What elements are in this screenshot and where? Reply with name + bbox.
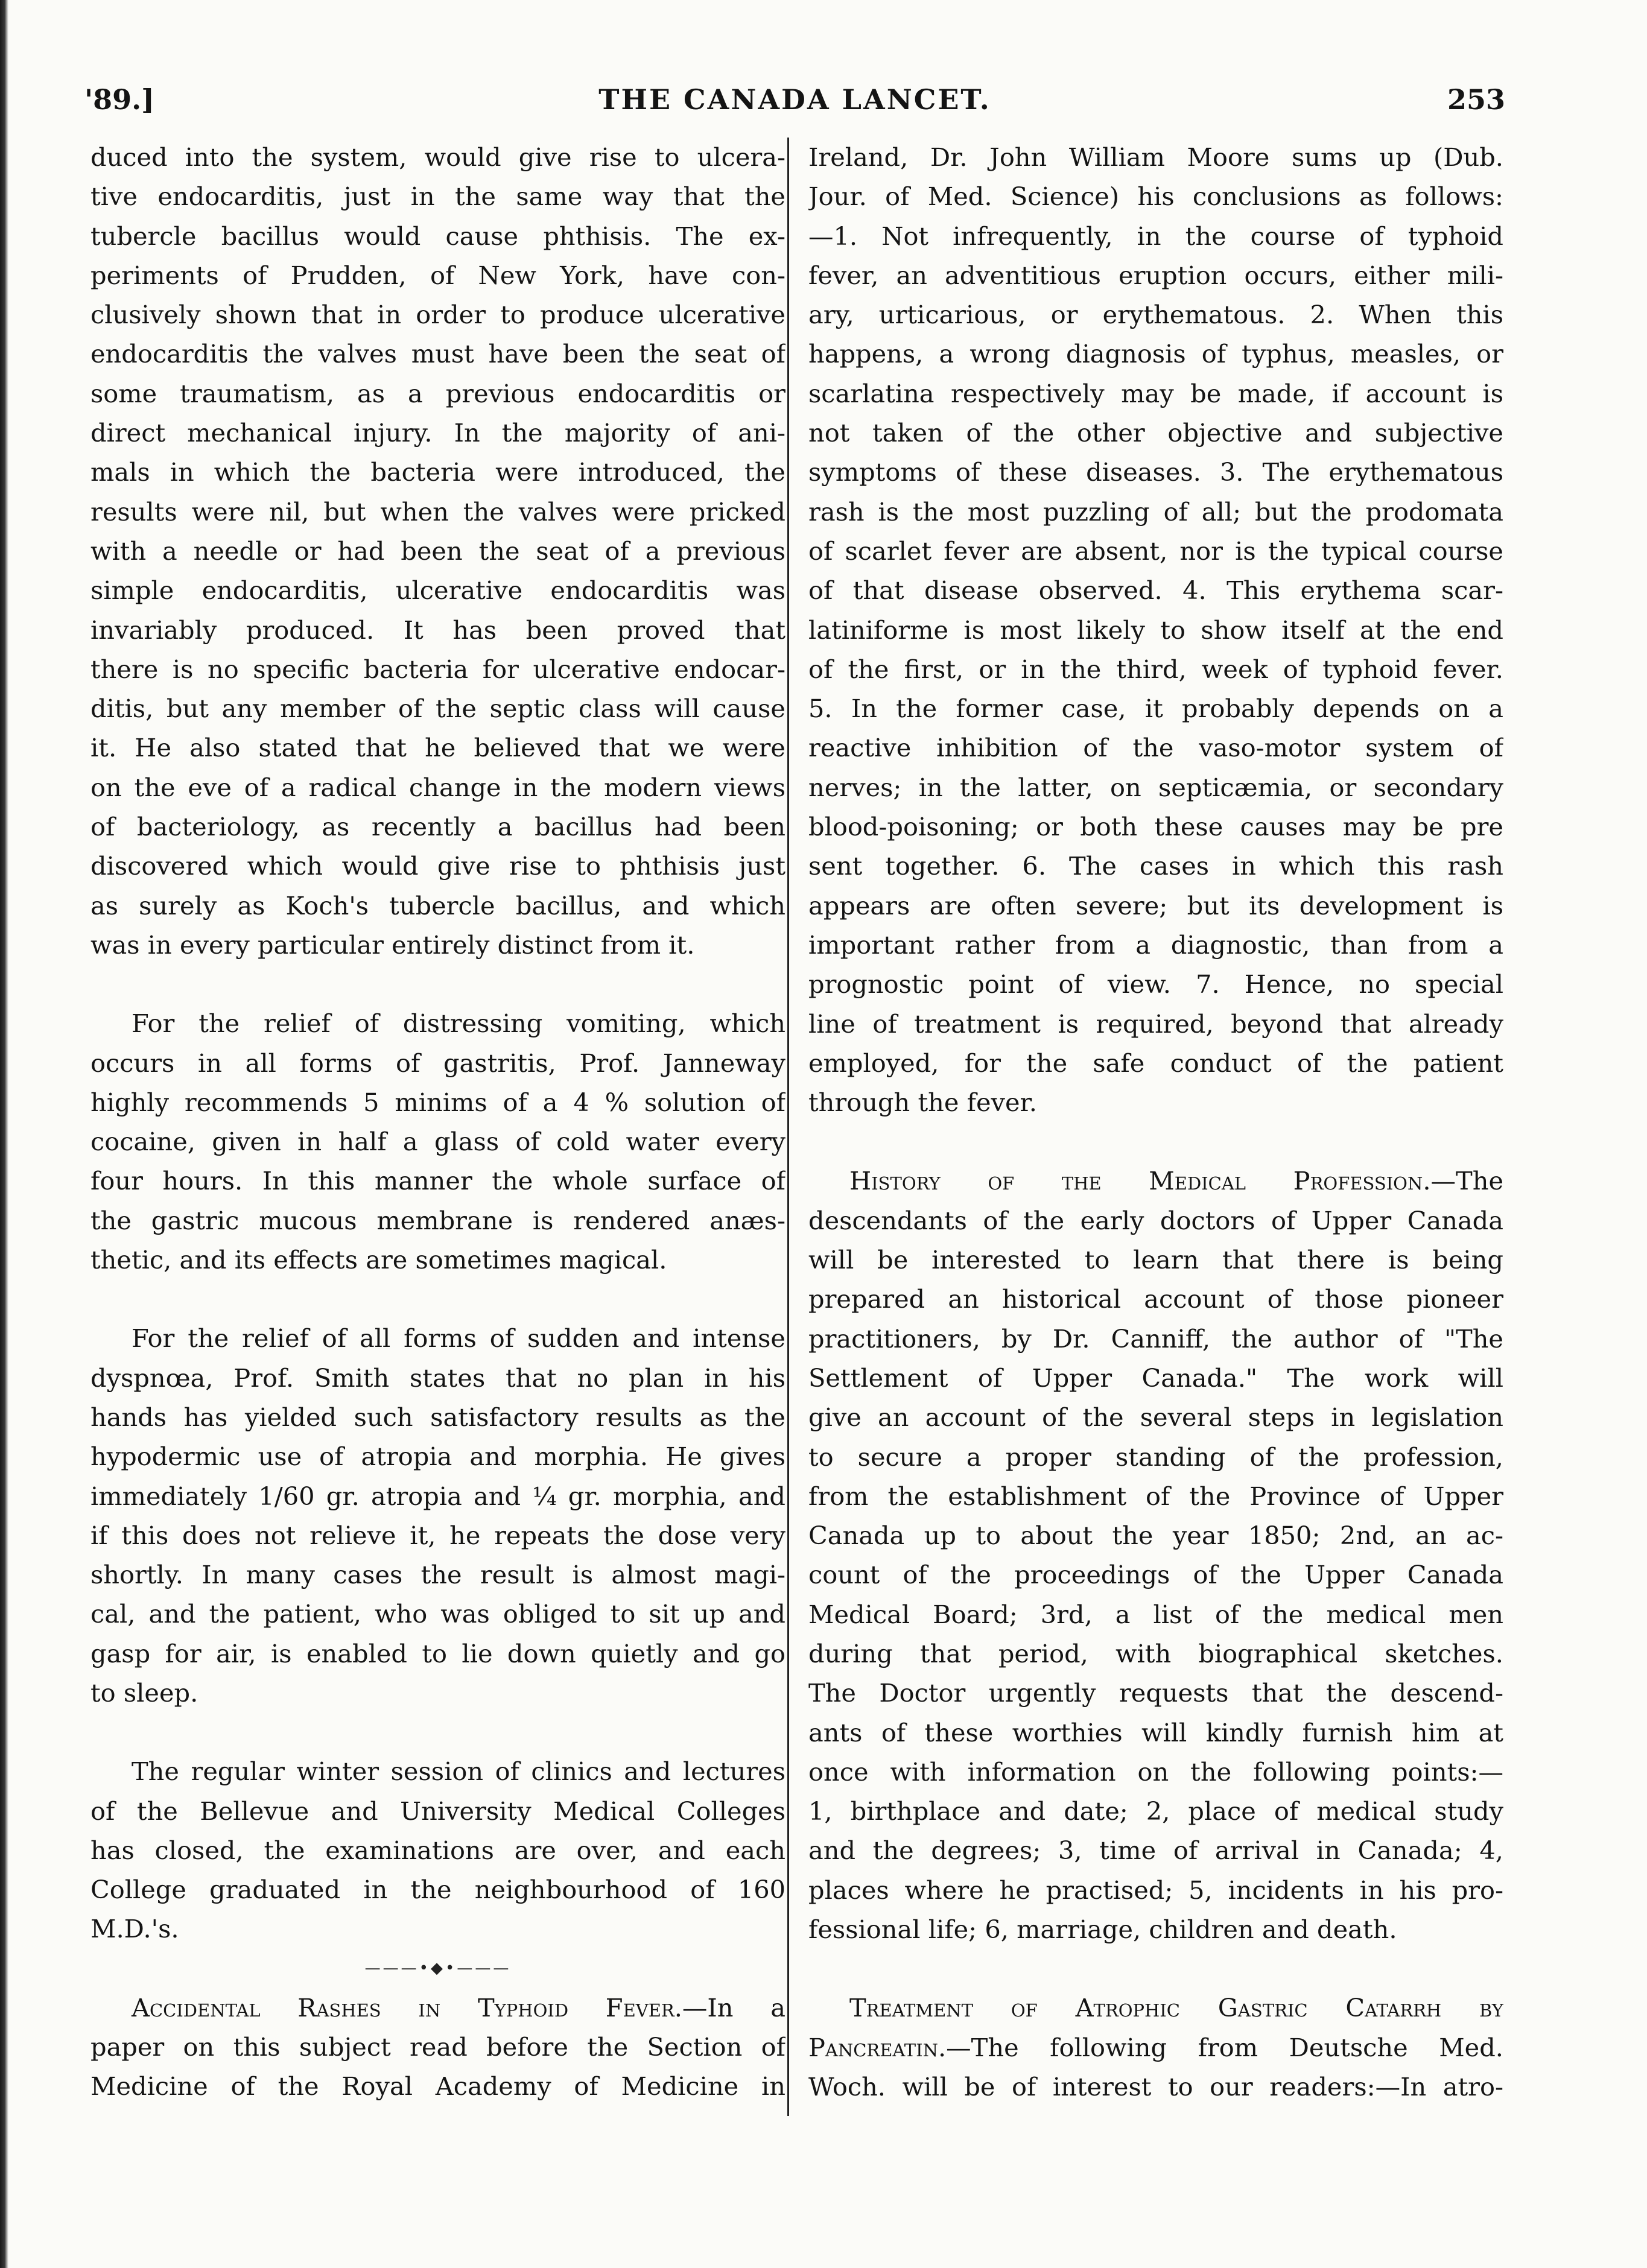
paragraph-gap	[90, 965, 785, 1004]
line-text: prepared an historical account of those pioneer	[808, 1284, 1503, 1314]
text-line	[808, 689, 1503, 728]
text-line	[90, 886, 785, 925]
text-line	[90, 1201, 785, 1240]
line-text: to secure a proper standing of the profession,	[808, 1442, 1503, 1472]
text-line	[808, 1279, 1503, 1319]
text-line	[808, 1713, 1503, 1752]
line-text: Woch. will be of interest to our readers:—In atro-	[808, 2071, 1503, 2102]
line-text: rash is the most puzzling of all; but the prodomata	[808, 496, 1503, 527]
line-text: scarlatina respectively may be made, if account is	[808, 378, 1503, 408]
text-line	[90, 650, 785, 689]
line-text: cal, and the patient, who was obliged to sit up and	[90, 1599, 785, 1629]
line-text: invariably produced. It has been proved that	[90, 615, 785, 645]
text-line	[90, 2027, 785, 2067]
text-line	[90, 1122, 785, 1161]
text-line	[808, 925, 1503, 965]
line-text: highly recommends 5 minims of a 4 % solution of	[90, 1087, 785, 1117]
text-line	[90, 256, 785, 295]
page-number: 253	[1447, 83, 1505, 116]
line-text: give an account of the several steps in legislation	[808, 1402, 1503, 1433]
line-text: it. He also stated that he believed that we were	[90, 733, 785, 763]
text-line	[808, 1477, 1503, 1516]
line-text: with a needle or had been the seat of a previous	[90, 536, 785, 566]
line-text: thetic, and its effects are sometimes magical.	[90, 1245, 667, 1275]
line-text: as surely as Koch's tubercle bacillus, and which	[90, 890, 785, 920]
line-text: if this does not relieve it, he repeats the dose very	[90, 1520, 785, 1550]
text-line	[808, 374, 1503, 413]
text-line	[90, 571, 785, 610]
line-text: endocarditis the valves must have been the seat of	[90, 339, 785, 369]
line-text: once with information on the following points:—	[808, 1756, 1503, 1787]
text-line	[90, 334, 785, 373]
text-line	[90, 1477, 785, 1516]
text-line	[808, 1634, 1503, 1673]
text-line	[90, 1752, 785, 1791]
text-line	[808, 531, 1503, 571]
text-line	[808, 177, 1503, 216]
line-text: cocaine, given in half a glass of cold water every	[90, 1127, 785, 1157]
text-line	[90, 295, 785, 334]
text-line	[808, 452, 1503, 492]
text-line	[90, 1594, 785, 1633]
line-text: of the Bellevue and University Medical Colleges	[90, 1796, 785, 1826]
text-line	[90, 374, 785, 413]
section-heading: Treatment of Atrophic Gastric Catarrh by	[849, 1993, 1503, 2023]
line-text: Jour. of Med. Science) his conclusions as follows:	[808, 182, 1503, 212]
line-text: of the first, or in the third, week of typhoid fever.	[808, 654, 1503, 684]
text-line	[808, 610, 1503, 650]
running-header	[84, 83, 1505, 131]
text-line	[90, 1634, 785, 1673]
line-text: shortly. In many cases the result is almost magi-	[90, 1560, 785, 1590]
line-text: The regular winter session of clinics and lectures	[132, 1756, 785, 1787]
text-line	[808, 1004, 1503, 1044]
line-text: clusively shown that in order to produce ulcerative	[90, 300, 785, 330]
text-line	[808, 1791, 1503, 1831]
text-line	[808, 1752, 1503, 1791]
text-line	[808, 1398, 1503, 1437]
line-text: sent together. 6. The cases in which this rash	[808, 851, 1503, 881]
line-text: fessional life; 6, marriage, children and death.	[808, 1915, 1397, 1945]
text-line	[808, 1358, 1503, 1398]
section-heading: Accidental Rashes in Typhoid Fever.	[132, 1992, 682, 2023]
text-line	[808, 1319, 1503, 1358]
text-line	[90, 1083, 785, 1122]
line-text: the gastric mucous membrane is rendered anæs-	[90, 1205, 785, 1235]
line-text: symptoms of these diseases. 3. The erythematous	[808, 457, 1503, 487]
line-text: there is no specific bacteria for ulcerative endocar-	[90, 654, 785, 684]
text-line	[808, 256, 1503, 295]
text-line	[90, 925, 785, 965]
line-text: mals in which the bacteria were introduced, the	[90, 457, 785, 487]
section-heading: History of the Medical Profession.	[849, 1166, 1431, 1196]
text-line	[90, 1870, 785, 1909]
text-line	[808, 2028, 1503, 2067]
line-text: Ireland, Dr. John William Moore sums up (Dub.	[808, 142, 1503, 172]
text-line	[90, 807, 785, 846]
text-line	[808, 1240, 1503, 1279]
line-text: descendants of the early doctors of Upper Canada	[808, 1205, 1503, 1235]
line-text: M.D.'s.	[90, 1914, 179, 1944]
text-line	[90, 610, 785, 650]
text-line	[90, 1831, 785, 1870]
text-line	[90, 1555, 785, 1594]
text-line	[90, 177, 785, 216]
line-text: periments of Prudden, of New York, have con-	[90, 260, 785, 290]
text-line	[808, 1083, 1503, 1122]
line-text: fever, an adventitious eruption occurs, either mili-	[808, 260, 1503, 290]
line-text: gasp for air, is enabled to lie down quietly and go	[90, 1638, 785, 1668]
text-line	[808, 1595, 1503, 1634]
line-text: —The following from Deutsche Med.	[946, 2032, 1503, 2062]
line-text: discovered which would give rise to phthisis just	[90, 851, 785, 881]
line-text: places where he practised; 5, incidents in his pro-	[808, 1875, 1503, 1905]
line-text: has closed, the examinations are over, and each	[90, 1835, 785, 1865]
line-text: line of treatment is required, beyond that already	[808, 1009, 1503, 1039]
text-line	[808, 138, 1503, 177]
line-text: direct mechanical injury. In the majority of ani-	[90, 418, 785, 448]
journal-title: THE CANADA LANCET.	[598, 83, 991, 116]
line-text: For the relief of all forms of sudden and intense	[132, 1323, 785, 1354]
line-text: 5. In the former case, it probably depends on a	[808, 694, 1503, 724]
text-line	[808, 571, 1503, 610]
text-line	[808, 334, 1503, 373]
line-text: simple endocarditis, ulcerative endocarditis was	[90, 575, 785, 606]
page-binding-edge	[0, 0, 8, 2268]
line-text: some traumatism, as a previous endocarditis or	[90, 378, 785, 408]
line-text: duced into the system, would give rise to ulcera-	[90, 142, 785, 172]
line-text: hypodermic use of atropia and morphia. He gives	[90, 1442, 785, 1472]
text-line	[808, 492, 1503, 531]
line-text: was in every particular entirely distinct from it.	[90, 930, 695, 960]
text-line	[808, 846, 1503, 885]
line-text: reactive inhibition of the vaso-motor system of	[808, 733, 1503, 763]
line-text: hands has yielded such satisfactory results as the	[90, 1402, 785, 1432]
text-line	[90, 689, 785, 728]
line-text: immediately 1/60 gr. atropia and ¼ gr. morphia, and	[90, 1481, 785, 1511]
text-line	[90, 531, 785, 571]
paragraph-gap	[90, 1279, 785, 1319]
line-text: Medical Board; 3rd, a list of the medical men	[808, 1599, 1503, 1629]
line-text: happens, a wrong diagnosis of typhus, measles, or	[808, 339, 1503, 369]
line-text: dyspnœa, Prof. Smith states that no plan in his	[90, 1363, 785, 1393]
line-text: count of the proceedings of the Upper Canada	[808, 1560, 1503, 1590]
line-text: blood-poisoning; or both these causes may be pre	[808, 812, 1503, 842]
line-text: —1. Not infrequently, in the course of typhoid	[808, 221, 1503, 251]
text-line	[90, 217, 785, 256]
line-text: of scarlet fever are absent, nor is the typical course	[808, 536, 1503, 566]
paragraph-gap	[808, 1949, 1503, 1988]
line-text: Settlement of Upper Canada." The work will	[808, 1363, 1503, 1393]
text-line	[90, 846, 785, 885]
paragraph-gap	[90, 1712, 785, 1752]
text-line	[90, 1437, 785, 1476]
text-line	[90, 728, 785, 767]
line-text: tive endocarditis, just in the same way that the	[90, 182, 785, 212]
text-line	[808, 295, 1503, 334]
text-line	[90, 492, 785, 531]
line-text: practitioners, by Dr. Canniff, the author of "The	[808, 1323, 1503, 1354]
right-column	[808, 138, 1503, 2106]
line-text: 1, birthplace and date; 2, place of medical study	[808, 1796, 1503, 1826]
paragraph-gap	[808, 1122, 1503, 1161]
text-line	[90, 1044, 785, 1083]
text-line	[90, 1673, 785, 1712]
text-line	[90, 1988, 785, 2027]
text-line	[90, 1319, 785, 1358]
line-text: will be interested to learn that there is being	[808, 1245, 1503, 1275]
text-line	[808, 1870, 1503, 1910]
line-text: paper on this subject read before the Section of	[90, 2032, 785, 2062]
text-line	[90, 1004, 785, 1043]
text-line	[808, 650, 1503, 689]
text-line	[808, 1988, 1503, 2027]
left-column	[90, 138, 785, 2106]
line-text: results were nil, but when the valves were pricked	[90, 496, 785, 527]
line-text: to sleep.	[90, 1677, 198, 1708]
text-line	[90, 1398, 785, 1437]
text-line	[808, 1673, 1503, 1712]
line-text: during that period, with biographical sketches.	[808, 1638, 1503, 1668]
text-line	[90, 452, 785, 492]
text-line	[808, 2067, 1503, 2106]
folio-year: '89.]	[84, 83, 154, 116]
text-line	[808, 1555, 1503, 1594]
line-text: The Doctor urgently requests that the descend-	[808, 1678, 1503, 1708]
column-divider	[787, 138, 789, 2116]
line-text: and the degrees; 3, time of arrival in Canada; 4,	[808, 1836, 1503, 1866]
section-heading: Pancreatin.	[808, 2032, 947, 2062]
line-text: tubercle bacillus would cause phthisis. The ex-	[90, 221, 785, 251]
line-text: nerves; in the latter, on septicæmia, or secondary	[808, 772, 1503, 802]
line-text: not taken of the other objective and subjective	[808, 418, 1503, 448]
text-line	[90, 1161, 785, 1200]
section-ornament: ———•◆•———	[364, 1959, 512, 1977]
text-line	[90, 138, 785, 177]
line-text: from the establishment of the Province of Upper	[808, 1481, 1503, 1511]
text-line	[90, 413, 785, 452]
text-line	[808, 1044, 1503, 1083]
line-text: on the eve of a radical change in the modern views	[90, 772, 785, 802]
line-text: Medicine of the Royal Academy of Medicine in	[90, 2071, 785, 2102]
line-text: appears are often severe; but its development is	[808, 890, 1503, 920]
line-text: through the fever.	[808, 1088, 1037, 1118]
text-line	[808, 1831, 1503, 1870]
text-line	[808, 1910, 1503, 1949]
text-line	[90, 1240, 785, 1279]
line-text: —The	[1430, 1166, 1503, 1196]
text-line	[90, 2067, 785, 2106]
line-text: College graduated in the neighbourhood of 160	[90, 1875, 785, 1905]
text-line	[808, 1437, 1503, 1477]
text-line	[808, 768, 1503, 807]
line-text: important rather from a diagnostic, than from a	[808, 930, 1503, 960]
line-text: four hours. In this manner the whole surface of	[90, 1166, 785, 1196]
text-line	[90, 1358, 785, 1398]
text-line	[90, 1909, 785, 1948]
text-line	[90, 1791, 785, 1831]
text-line	[808, 1161, 1503, 1200]
line-text: of bacteriology, as recently a bacillus had been	[90, 812, 785, 842]
line-text: —In a	[682, 1992, 785, 2023]
text-line	[808, 217, 1503, 256]
text-line	[808, 965, 1503, 1004]
line-text: latiniforme is most likely to show itself at the end	[808, 615, 1503, 645]
text-line	[90, 1516, 785, 1555]
line-text: prognostic point of view. 7. Hence, no special	[808, 969, 1503, 999]
line-text: ditis, but any member of the septic class will cause	[90, 694, 785, 724]
line-text: of that disease observed. 4. This erythema scar-	[808, 575, 1503, 606]
line-text: occurs in all forms of gastritis, Prof. Janneway	[90, 1048, 785, 1078]
text-line	[808, 1516, 1503, 1555]
text-line	[808, 807, 1503, 846]
line-text: For the relief of distressing vomiting, which	[132, 1009, 785, 1039]
line-text: ants of these worthies will kindly furnish him at	[808, 1717, 1503, 1747]
line-text: employed, for the safe conduct of the patient	[808, 1048, 1503, 1078]
text-line	[90, 768, 785, 807]
text-line	[808, 728, 1503, 767]
text-line	[808, 413, 1503, 452]
text-line	[808, 886, 1503, 925]
line-text: ary, urticarious, or erythematous. 2. When this	[808, 300, 1503, 330]
line-text: Canada up to about the year 1850; 2nd, an ac-	[808, 1521, 1503, 1551]
text-line	[808, 1201, 1503, 1240]
